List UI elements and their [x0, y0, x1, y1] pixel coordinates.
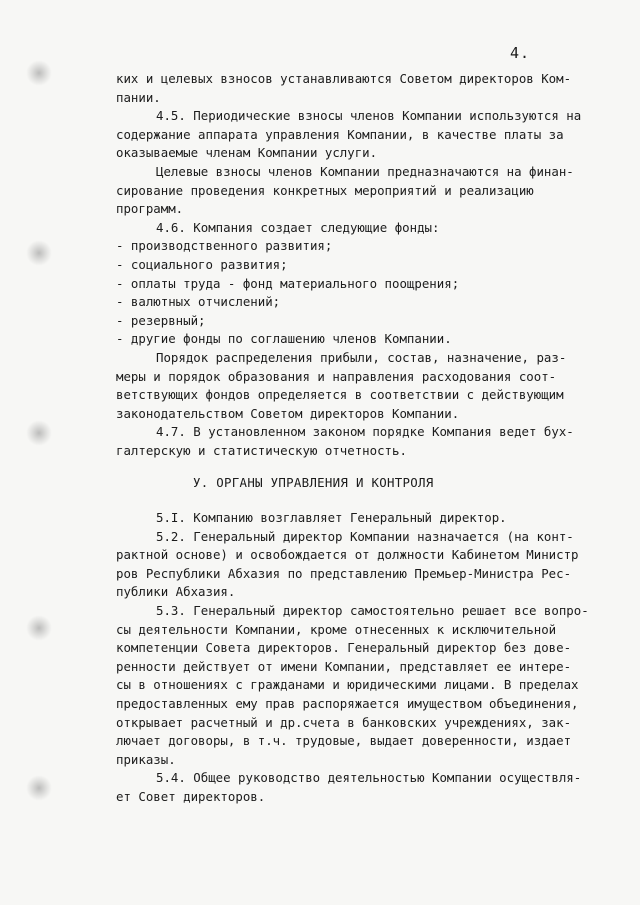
scan-smudge	[26, 240, 52, 266]
text-line: меры и порядок образования и направления расходования соот-	[116, 368, 557, 384]
text-line: - валютных отчислений;	[116, 294, 281, 310]
text-line: пании.	[116, 89, 161, 105]
text-line: ренности действует от имени Компании, представляет ее интере-	[116, 658, 572, 674]
text-line: предоставленных ему прав распоряжается имуществом объединения,	[116, 696, 579, 711]
text-line: публики Абхазия.	[116, 584, 236, 600]
text-line: ров Республики Абхазия по представлению Премьер-Министра Рес-	[116, 565, 572, 581]
scan-smudge	[26, 60, 52, 86]
text-line: 4.5. Периодические взносы членов Компании используются на	[156, 108, 582, 124]
text-block-section-4	[116, 70, 610, 460]
text-line: 5.2. Генеральный директор Компании назначается (на конт-	[156, 528, 574, 544]
text-line: компетенции Совета директоров. Генеральный директор без дове-	[116, 640, 572, 656]
text-line: - социального развития;	[116, 256, 288, 272]
text-line: оказываемые членам Компании услуги.	[116, 145, 378, 161]
text-block-section-5	[116, 509, 610, 807]
text-line: 5.I. Компанию возглавляет Генеральный директор.	[156, 510, 507, 526]
text-line: 5.4. Общее руководство деятельностью Компании осуществля-	[156, 770, 582, 786]
scan-smudge	[26, 615, 52, 641]
scan-smudge	[26, 420, 52, 446]
scan-smudge	[26, 775, 52, 801]
text-line: ветствующих фондов определяется в соответствии с действующим	[116, 387, 564, 403]
text-line: программ.	[116, 201, 184, 217]
text-line: ких и целевых взносов устанавливаются Советом директоров Ком-	[116, 71, 572, 86]
text-line: 5.3. Генеральный директор самостоятельно решает все вопро-	[156, 603, 589, 619]
text-line: - оплаты труда - фонд материального поощрения;	[116, 275, 460, 291]
page-number: 4.	[510, 44, 531, 62]
text-line: - производственного развития;	[116, 238, 333, 254]
text-line: рактной основе) и освобождается от должности Кабинетом Министр	[116, 547, 579, 563]
text-line: 4.6. Компания создает следующие фонды:	[156, 219, 440, 235]
text-line: - резервный;	[116, 312, 206, 328]
text-line: - другие фонды по соглашению членов Компании.	[116, 331, 452, 347]
text-line: сирование проведения конкретных мероприятий и реализацию	[116, 182, 534, 198]
text-line: ет Совет директоров.	[116, 788, 266, 804]
text-line: содержание аппарата управления Компании, в качестве платы за	[116, 126, 564, 142]
text-line: Целевые взносы членов Компании предназначаются на финан-	[156, 163, 574, 179]
text-line: приказы.	[116, 751, 176, 767]
document-body	[116, 70, 610, 807]
text-line: сы деятельности Компании, кроме отнесенных к исключительной	[116, 621, 557, 637]
text-line: законодательством Советом директоров Компании.	[116, 405, 460, 421]
text-line: Порядок распределения прибыли, состав, назначение, раз-	[156, 349, 567, 365]
text-line: сы в отношениях с гражданами и юридическими лицами. В пределах	[116, 677, 579, 693]
section-heading: У. ОРГАНЫ УПРАВЛЕНИЯ И КОНТРОЛЯ	[193, 475, 434, 491]
text-line: лючает договоры, в т.ч. трудовые, выдает доверенности, издает	[116, 733, 572, 749]
text-line: 4.7. В установленном законом порядке Компания ведет бух-	[156, 424, 574, 440]
text-line: открывает расчетный и др.счета в банковских учреждениях, зак-	[116, 714, 572, 730]
text-line: галтерскую и статистическую отчетность.	[116, 442, 407, 458]
